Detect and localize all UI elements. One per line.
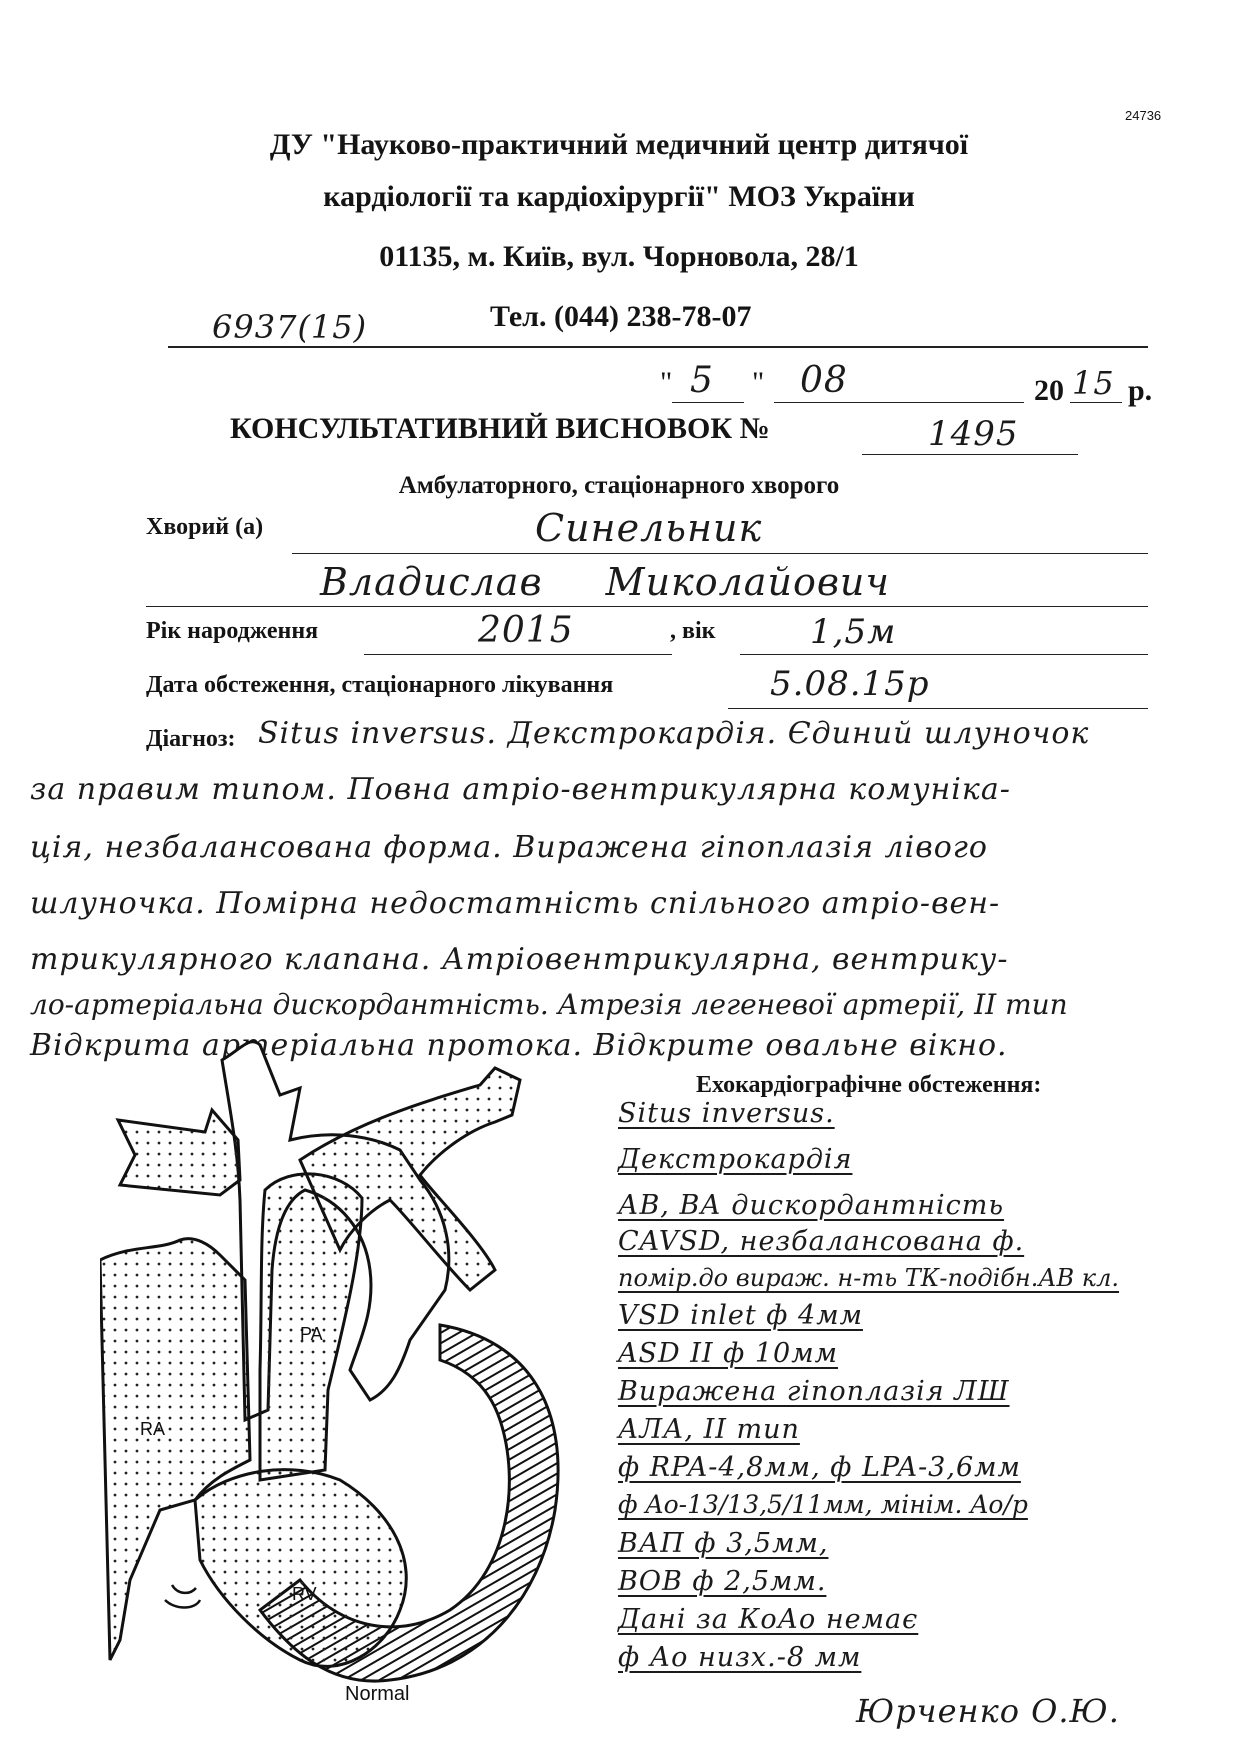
label-pa: PA xyxy=(300,1324,323,1344)
patient-given-names-line xyxy=(146,606,1148,607)
institution-line-2: кардіології та кардіохірургії" МОЗ України xyxy=(323,180,915,213)
doctor-signature: Юрченко О.Ю. xyxy=(856,1692,1120,1730)
echo-item: Виражена гіпоплазія ЛШ xyxy=(618,1376,1010,1407)
conclusion-number-line xyxy=(862,454,1078,455)
patient-surname-line xyxy=(292,553,1148,554)
patient-given-names: Владислав Миколайович xyxy=(320,560,891,604)
diagnosis-line: Situs inversus. Декстрокардія. Єдиний шлуночок xyxy=(258,716,1090,751)
date-year-suffix: 15 xyxy=(1072,364,1115,402)
exam-date: 5.08.15р xyxy=(770,664,930,704)
birth-year-label: Рік народження xyxy=(146,618,319,644)
echo-item: Situs inversus. xyxy=(618,1098,835,1129)
diagnosis-line: шлуночка. Помірна недостатність спільного атріо-вен- xyxy=(30,886,1001,921)
diagnosis-line: за правим типом. Повна атріо-вентрикулярна комуніка- xyxy=(30,772,1011,807)
patient-age: 1,5м xyxy=(810,612,897,652)
date-year-line xyxy=(1070,402,1122,403)
echo-item: Дані за КоАо немає xyxy=(618,1604,919,1635)
date-quote-close: " xyxy=(752,366,765,399)
echo-title: Ехокардіографічне обстеження: xyxy=(696,1072,1042,1098)
echo-item: VSD inlet ф 4мм xyxy=(618,1300,863,1331)
echo-item: ВОВ ф 2,5мм. xyxy=(618,1566,827,1597)
label-ra: RA xyxy=(140,1419,166,1439)
date-month: 08 xyxy=(800,360,848,401)
age-line xyxy=(740,654,1148,655)
echo-item: Декстрокардія xyxy=(618,1144,853,1175)
patient-label: Хворий (а) xyxy=(146,514,264,540)
date-month-line xyxy=(774,402,1024,403)
label-rv: RV xyxy=(292,1584,317,1604)
institution-line-1: ДУ "Науково-практичний медичний центр дитячої xyxy=(269,128,969,161)
birth-year: 2015 xyxy=(478,610,574,651)
echo-item: ф Ao-13/13,5/11мм, мінім. Ao/p xyxy=(618,1490,1028,1519)
conclusion-number: 1495 xyxy=(928,414,1019,454)
diagnosis-line: Відкрита артеріальна протока. Відкрите овальне вікно. xyxy=(30,1028,1008,1063)
registration-number: 6937(15) xyxy=(212,308,368,346)
document-title: КОНСУЛЬТАТИВНИЙ ВИСНОВОК № xyxy=(230,412,770,445)
diagnosis-line: ло-артеріальна дискордантність. Атрезія легеневої артерії, II тип xyxy=(30,988,1068,1021)
diagnosis-label: Діагноз: xyxy=(146,726,236,752)
date-day-line xyxy=(672,402,744,403)
age-label: , вік xyxy=(670,618,716,644)
heart-diagram xyxy=(100,1040,610,1700)
echo-item: помір.до вираж. н-ть ТК-подібн.АВ кл. xyxy=(618,1264,1120,1292)
document-subtitle: Амбулаторного, стаціонарного хворого xyxy=(398,472,840,499)
patient-surname: Синельник xyxy=(535,506,763,550)
echo-item: CAVSD, незбалансована ф. xyxy=(618,1226,1025,1257)
right-ventricle xyxy=(195,1470,406,1667)
exam-date-line xyxy=(728,708,1148,709)
date-year-unit: р. xyxy=(1128,374,1153,407)
diagnosis-line: трикулярного клапана. Атріовентрикулярна, вентрику- xyxy=(30,942,1009,977)
institution-address: 01135, м. Київ, вул. Чорновола, 28/1 xyxy=(379,240,859,273)
date-day: 5 xyxy=(690,360,714,401)
header-divider xyxy=(168,346,1148,348)
echo-item: ф RPA-4,8мм, ф LPA-3,6мм xyxy=(618,1452,1021,1483)
institution-phone: Тел. (044) 238-78-07 xyxy=(490,300,752,333)
date-quote-open: " xyxy=(660,366,673,399)
echo-item: АВ, ВА дискордантність xyxy=(618,1190,1005,1221)
echo-item: ASD II ф 10мм xyxy=(618,1338,838,1369)
echo-item: ф Ао низх.-8 мм xyxy=(618,1642,862,1673)
exam-date-label: Дата обстеження, стаціонарного лікування xyxy=(146,672,614,698)
left-vessel xyxy=(118,1110,240,1195)
diagnosis-line: ція, незбалансована форма. Виражена гіпоплазія лівого xyxy=(30,830,988,865)
date-year-prefix: 20 xyxy=(1034,374,1064,407)
valve-mark xyxy=(165,1585,200,1608)
birth-year-line xyxy=(364,654,672,655)
corner-number: 24736 xyxy=(1125,108,1162,123)
diagram-caption: Normal xyxy=(345,1683,410,1700)
echo-item: АЛА, II тип xyxy=(618,1414,800,1445)
echo-item: ВАП ф 3,5мм, xyxy=(618,1528,829,1559)
